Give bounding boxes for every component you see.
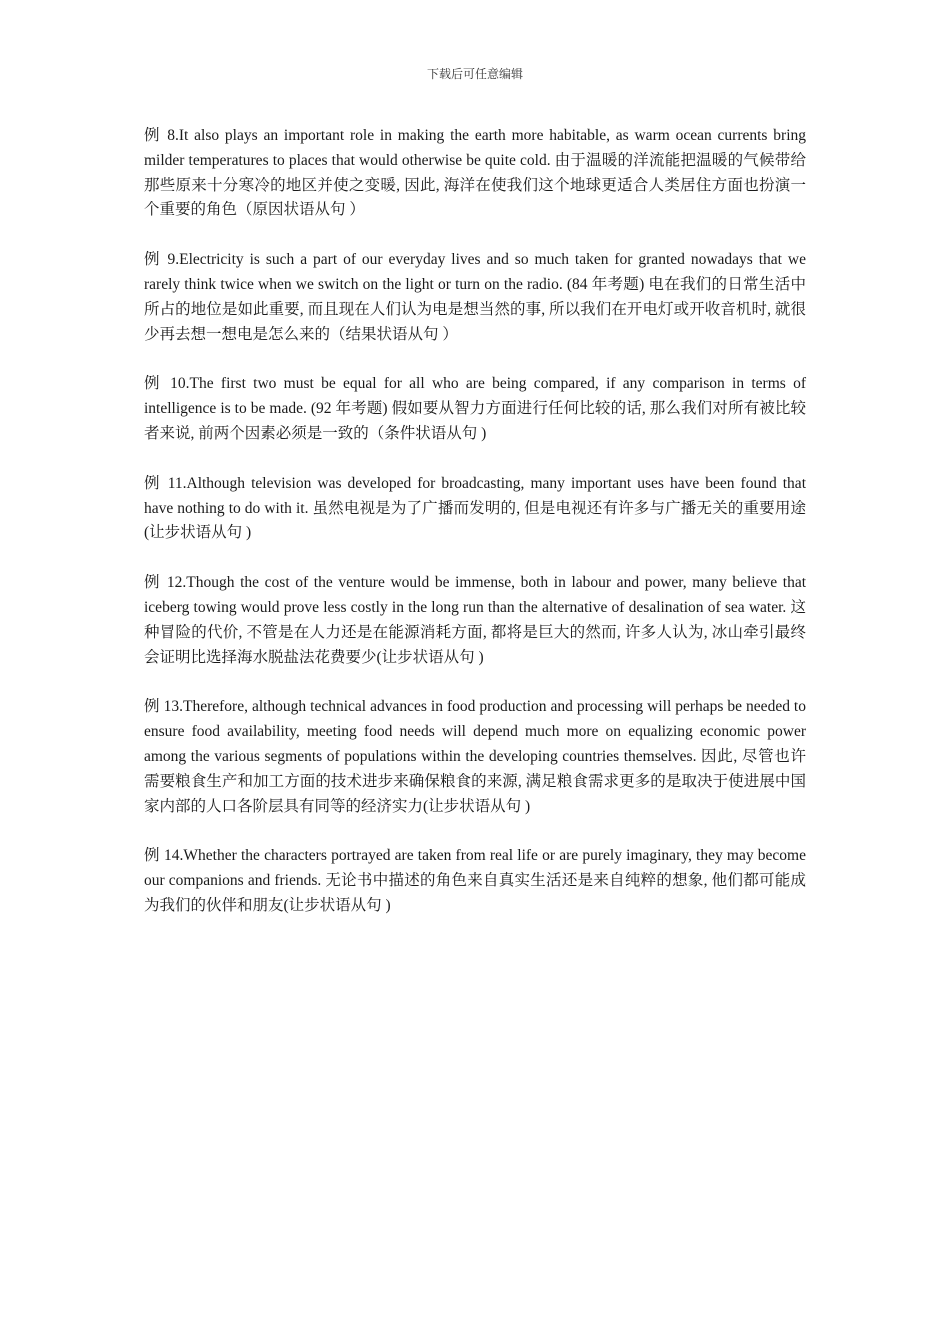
example-9: 例 9.Electricity is such a part of our everyday lives and so much taken for granted nowadays that we rarely think twice when we switch on the light or turn on the radio. (84 年考题) 电在我们的日常生活中所占的地位是如此重要, 而且现在人们认为电是想当然的事, 所以我们在开电灯或开收音机时, 就很少再去想一想电是怎么来的（结果状语从句 ） bbox=[144, 251, 806, 343]
example-10: 例 10.The first two must be equal for all who are being compared, if any comparison in terms of intelligence is to be made. (92 年考题) 假如要从智力方面进行任何比较的话, 那么我们对所有被比较者来说, 前两个因素必须是一致的（条件状语从句 ) bbox=[144, 375, 806, 442]
example-8: 例 8.It also plays an important role in making the earth more habitable, as warm ocean currents bring milder temperatures to places that would otherwise be quite cold. 由于温暖的洋流能把温暖的气候带给那些原来十分寒冷的地区并使之变暖, 因此, 海洋在使我们这个地球更适合人类居住方面也扮演一个重要的角色（原因状语从句 ） bbox=[144, 127, 806, 219]
example-14: 例 14.Whether the characters portrayed are taken from real life or are purely imaginary, they may become our companions and friends. 无论书中描述的角色来自真实生活还是来自纯粹的想象, 他们都可能成为我们的伙伴和朋友(让步状语从句 ) bbox=[144, 847, 806, 914]
document-body bbox=[144, 124, 806, 944]
example-12: 例 12.Though the cost of the venture would be immense, both in labour and power, many believe that iceberg towing would prove less costly in the long run than the alternative of desalination of sea water. 这种冒险的代价, 不管是在人力还是在能源消耗方面, 都将是巨大的然而, 许多人认为, 冰山牵引最终会证明比选择海水脱盐法花费要少(让步状语从句 ) bbox=[144, 574, 806, 666]
page-header: 下载后可任意编辑 bbox=[426, 67, 523, 81]
example-11: 例 11.Although television was developed for broadcasting, many important uses have been found that have nothing to do with it. 虽然电视是为了广播而发明的, 但是电视还有许多与广播无关的重要用途(让步状语从句 ) bbox=[144, 474, 806, 542]
example-13: 例 13.Therefore, although technical advances in food production and processing will perhaps be needed to ensure food availability, meeting food needs will depend much more on equalizing economic power among the various segments of populations within the developing countries themselves. 因此, 尽管也许需要粮食生产和加工方面的技术进步来确保粮食的来源, 满足粮食需求更多的是取决于使进展中国家内部的人口各阶层具有同等的经济实力(让步状语从句 ) bbox=[144, 698, 806, 815]
